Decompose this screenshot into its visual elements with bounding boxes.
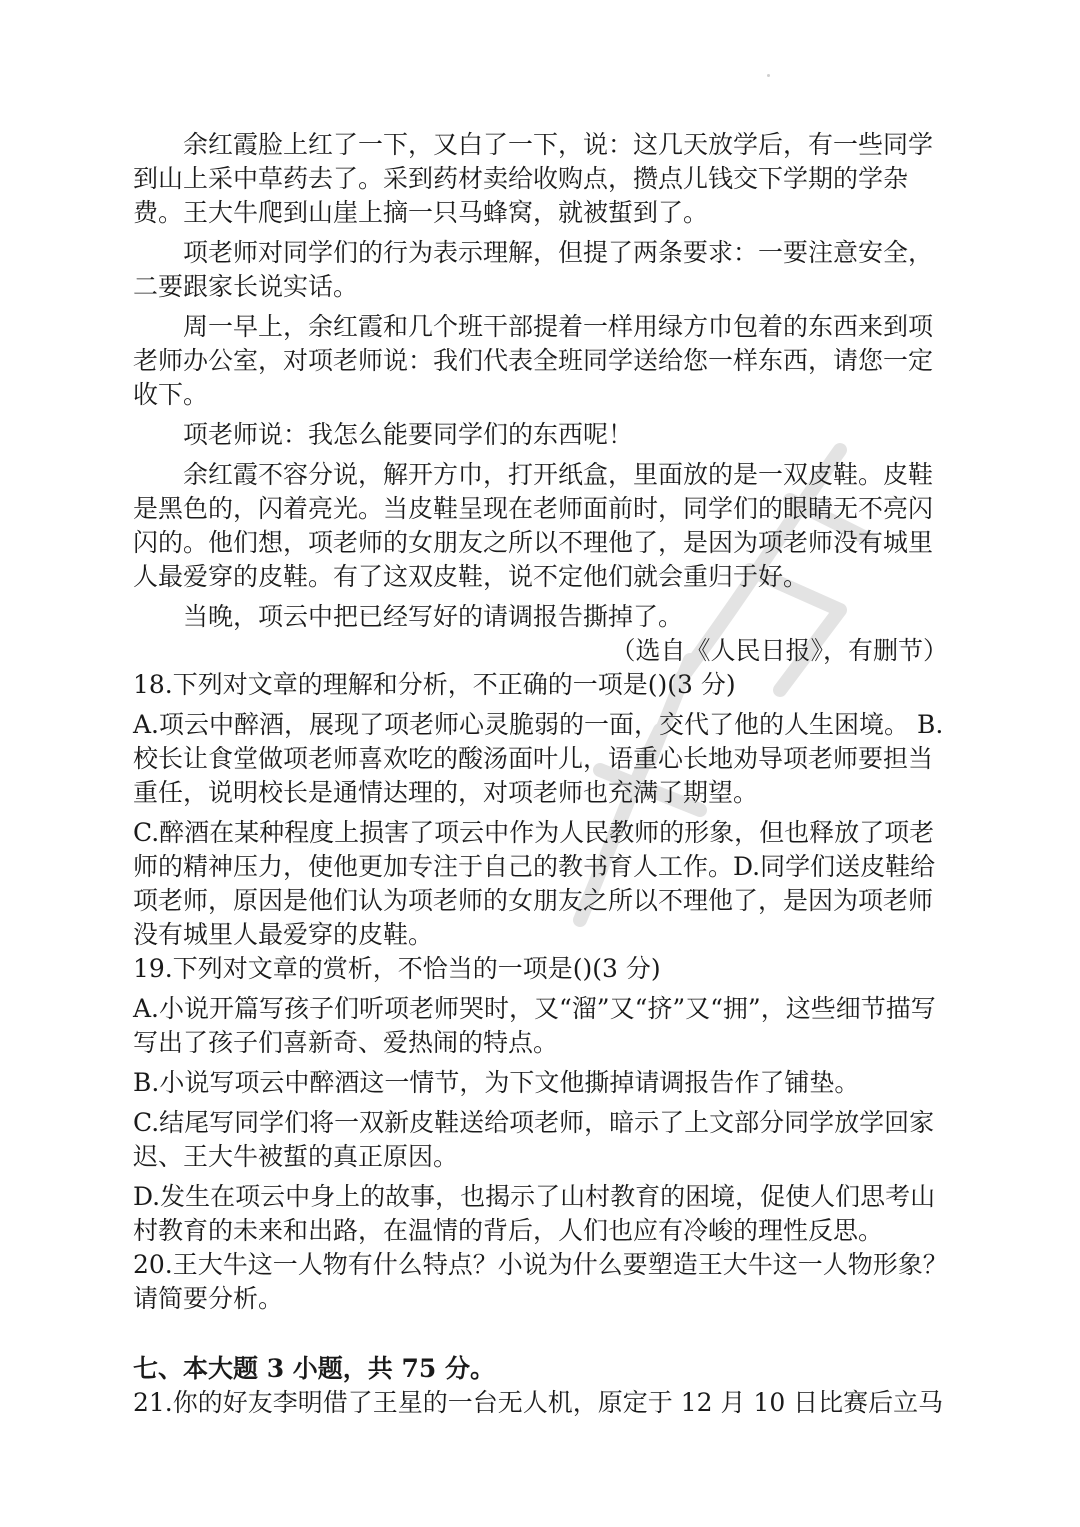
- passage-paragraph: 项老师对同学们的行为表示理解，但提了两条要求：一要注意安全，二要跟家长说实话。: [133, 238, 934, 301]
- passage-paragraph: 周一早上，余红霞和几个班干部提着一样用绿方巾包着的东西来到项老师办公室，对项老师说：我们代表全班同学送给您一样东西，请您一定收下。: [133, 312, 934, 409]
- section-7-title: 七、本大题 3 小题，共 75 分。: [133, 1354, 496, 1383]
- scan-speck: [767, 74, 770, 77]
- passage-paragraph: 当晚，项云中把已经写好的请调报告撕掉了。: [183, 602, 684, 631]
- question-19-stem: 19.下列对文章的赏析，不恰当的一项是()(3 分): [133, 954, 661, 983]
- question-19-option-d: D.发生在项云中身上的故事，也揭示了山村教育的困境，促使人们思考山村教育的未来和出路，在温情的背后，人们也应有冷峻的理性反思。: [133, 1182, 936, 1245]
- document-body: [133, 128, 948, 1420]
- passage-paragraph: 余红霞不容分说，解开方巾，打开纸盒，里面放的是一双皮鞋。皮鞋是黑色的，闪着亮光。当皮鞋呈现在老师面前时，同学们的眼睛无不亮闪闪的。他们想，项老师的女朋友之所以不理他了，是因为项老师没有城里人最爱穿的皮鞋。有了这双皮鞋，说不定他们就会重归于好。: [133, 460, 934, 591]
- question-18-options-cd: C.醉酒在某种程度上损害了项云中作为人民教师的形象，但也释放了项老师的精神压力，使他更加专注于自己的教书育人工作。D.同学们送皮鞋给项老师，原因是他们认为项老师的女朋友之所以不理他了，是因为项老师没有城里人最爱穿的皮鞋。: [133, 818, 936, 949]
- question-19-option-b: B.小说写项云中醉酒这一情节，为下文他撕掉请调报告作了铺垫。: [133, 1068, 860, 1097]
- question-21-stem: 21.你的好友李明借了王星的一台无人机，原定于 12 月 10 日比赛后立马: [133, 1388, 944, 1417]
- question-18-stem: 18.下列对文章的理解和分析，不正确的一项是()(3 分): [133, 670, 736, 699]
- passage-source: （选自《人民日报》，有删节）: [610, 636, 948, 665]
- passage-paragraph: 余红霞脸上红了一下，又白了一下，说：这几天放学后，有一些同学到山上采中草药去了。采到药材卖给收购点，攒点儿钱交下学期的学杂费。王大牛爬到山崖上摘一只马蜂窝，就被蜇到了。: [133, 130, 934, 227]
- question-20-stem: 20.王大牛这一人物有什么特点？小说为什么要塑造王大牛这一人物形象？请简要分析。: [133, 1250, 948, 1313]
- question-18-options-ab: A.项云中醉酒，展现了项老师心灵脆弱的一面，交代了他的人生困境。 B.校长让食堂做项老师喜欢吃的酸汤面叶儿，语重心长地劝导项老师要担当重任，说明校长是通情达理的，对项老师也充满了期望。: [133, 710, 944, 807]
- question-19-option-a: A.小说开篇写孩子们听项老师哭时，又“溜”又“挤”又“拥”，这些细节描写写出了孩子们喜新奇、爱热闹的特点。: [133, 994, 936, 1057]
- question-19-option-c: C.结尾写同学们将一双新皮鞋送给项老师，暗示了上文部分同学放学回家迟、王大牛被蜇的真正原因。: [133, 1108, 935, 1171]
- passage-paragraph: 项老师说：我怎么能要同学们的东西呢！: [183, 420, 634, 449]
